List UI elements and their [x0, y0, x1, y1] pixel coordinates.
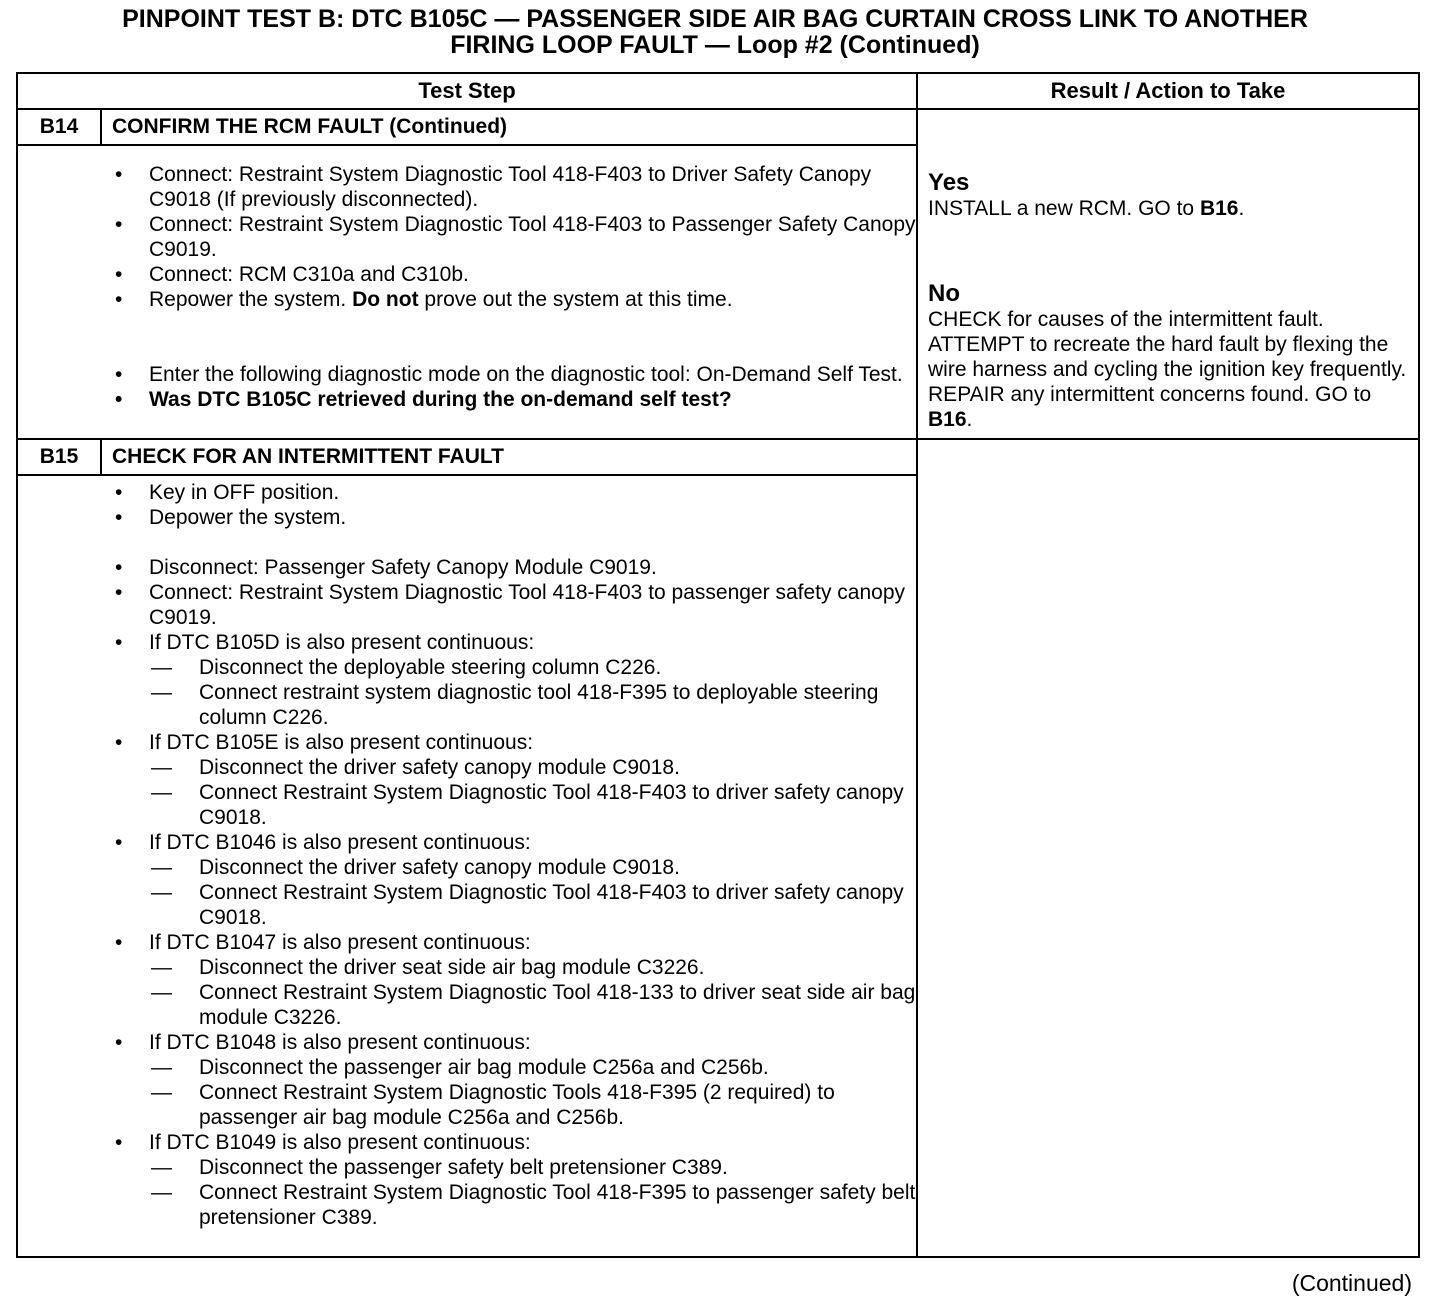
- list-item: • If DTC B1049 is also present continuous:: [115, 1131, 531, 1154]
- list-item: • Enter the following diagnostic mode on the diagnostic tool: On-Demand Self Test.: [115, 363, 903, 386]
- sub-list-item: — Disconnect the driver seat side air bag module C3226.: [151, 956, 705, 979]
- test-step-header: Test Step: [17, 73, 917, 109]
- list-item: • Connect: Restraint System Diagnostic Tool 418-F403 to Passenger Safety Canopy C9019.: [115, 213, 916, 261]
- list-item: • Depower the system.: [115, 506, 347, 529]
- no-action: CHECK for causes of the intermittent fault. ATTEMPT to recreate the hard fault by flexing the wire harness and cycling the ignition key frequently. REPAIR any intermittent concerns found. GO to B16.: [928, 308, 1407, 431]
- sub-list-item: — Connect Restraint System Diagnostic Tool 418-133 to driver seat side air bag module C3226.: [151, 981, 916, 1029]
- no-goto-link[interactable]: B16: [928, 408, 967, 431]
- list-item: • If DTC B105D is also present continuous:: [115, 631, 535, 654]
- step-number-b15: B15: [17, 439, 101, 475]
- sub-list-item: — Connect Restraint System Diagnostic Tools 418-F395 (2 required) to passenger air bag module C256a and C256b.: [151, 1081, 835, 1129]
- list-item: • Disconnect: Passenger Safety Canopy Module C9019.: [115, 556, 657, 579]
- list-item: • If DTC B105E is also present continuous:: [115, 731, 534, 754]
- pinpoint-test-table: [16, 72, 1420, 1258]
- list-item: • Key in OFF position.: [115, 481, 340, 504]
- sub-list-item: — Connect Restraint System Diagnostic Tool 418-F403 to driver safety canopy C9018.: [151, 781, 904, 829]
- page-title: [0, 6, 1430, 58]
- step-body-b14: [101, 145, 917, 439]
- list-item: • Was DTC B105C retrieved during the on-demand self test?: [115, 388, 732, 411]
- result-cell-b14: [917, 109, 1419, 439]
- step-number-b14: B14: [17, 109, 101, 145]
- list-item: • Connect: Restraint System Diagnostic Tool 418-F403 to passenger safety canopy C9019.: [115, 581, 906, 629]
- step-title-b15: CHECK FOR AN INTERMITTENT FAULT: [101, 439, 917, 475]
- result-header: Result / Action to Take: [917, 73, 1419, 109]
- b14-instruction-list: [101, 162, 916, 412]
- title-line-1: PINPOINT TEST B: DTC B105C — PASSENGER SIDE AIR BAG CURTAIN CROSS LINK TO ANOTHER: [122, 5, 1308, 33]
- b15-instruction-list: [101, 480, 916, 1230]
- title-line-2: FIRING LOOP FAULT — Loop #2 (Continued): [450, 31, 980, 59]
- sub-list-item: — Connect Restraint System Diagnostic Tool 418-F403 to driver safety canopy C9018.: [151, 881, 904, 929]
- no-label: No: [928, 280, 961, 307]
- list-item: • Connect: Restraint System Diagnostic Tool 418-F403 to Driver Safety Canopy C9018 (If previously disconnected).: [115, 163, 872, 211]
- sub-list-item: — Disconnect the driver safety canopy module C9018.: [151, 856, 680, 879]
- yes-goto-link[interactable]: B16: [1199, 197, 1239, 220]
- sub-list-item: — Disconnect the passenger air bag module C256a and C256b.: [151, 1056, 769, 1079]
- yes-action: INSTALL a new RCM. GO to B16.: [928, 197, 1245, 220]
- sub-list-item: — Disconnect the passenger safety belt pretensioner C389.: [151, 1156, 728, 1179]
- list-item: • Repower the system. Do not prove out the system at this time.: [115, 288, 733, 311]
- list-item: • If DTC B1048 is also present continuous:: [115, 1031, 531, 1054]
- list-item: • Connect: RCM C310a and C310b.: [115, 263, 469, 286]
- sub-list-item: — Connect restraint system diagnostic tool 418-F395 to deployable steering column C226.: [151, 681, 879, 729]
- sub-list-item: — Disconnect the deployable steering column C226.: [151, 656, 662, 679]
- list-item: • If DTC B1046 is also present continuous:: [115, 831, 531, 854]
- list-item: • If DTC B1047 is also present continuous:: [115, 931, 531, 954]
- step-body-b15: [101, 475, 917, 1257]
- sub-list-item: — Connect Restraint System Diagnostic Tool 418-F395 to passenger safety belt pretensioner C389.: [151, 1181, 916, 1229]
- yes-label: Yes: [928, 169, 970, 196]
- step-title-b14: CONFIRM THE RCM FAULT (Continued): [101, 109, 917, 145]
- sub-list-item: — Disconnect the driver safety canopy module C9018.: [151, 756, 680, 779]
- result-cell-b15: [917, 439, 1419, 1257]
- continued-label: (Continued): [1291, 1270, 1412, 1296]
